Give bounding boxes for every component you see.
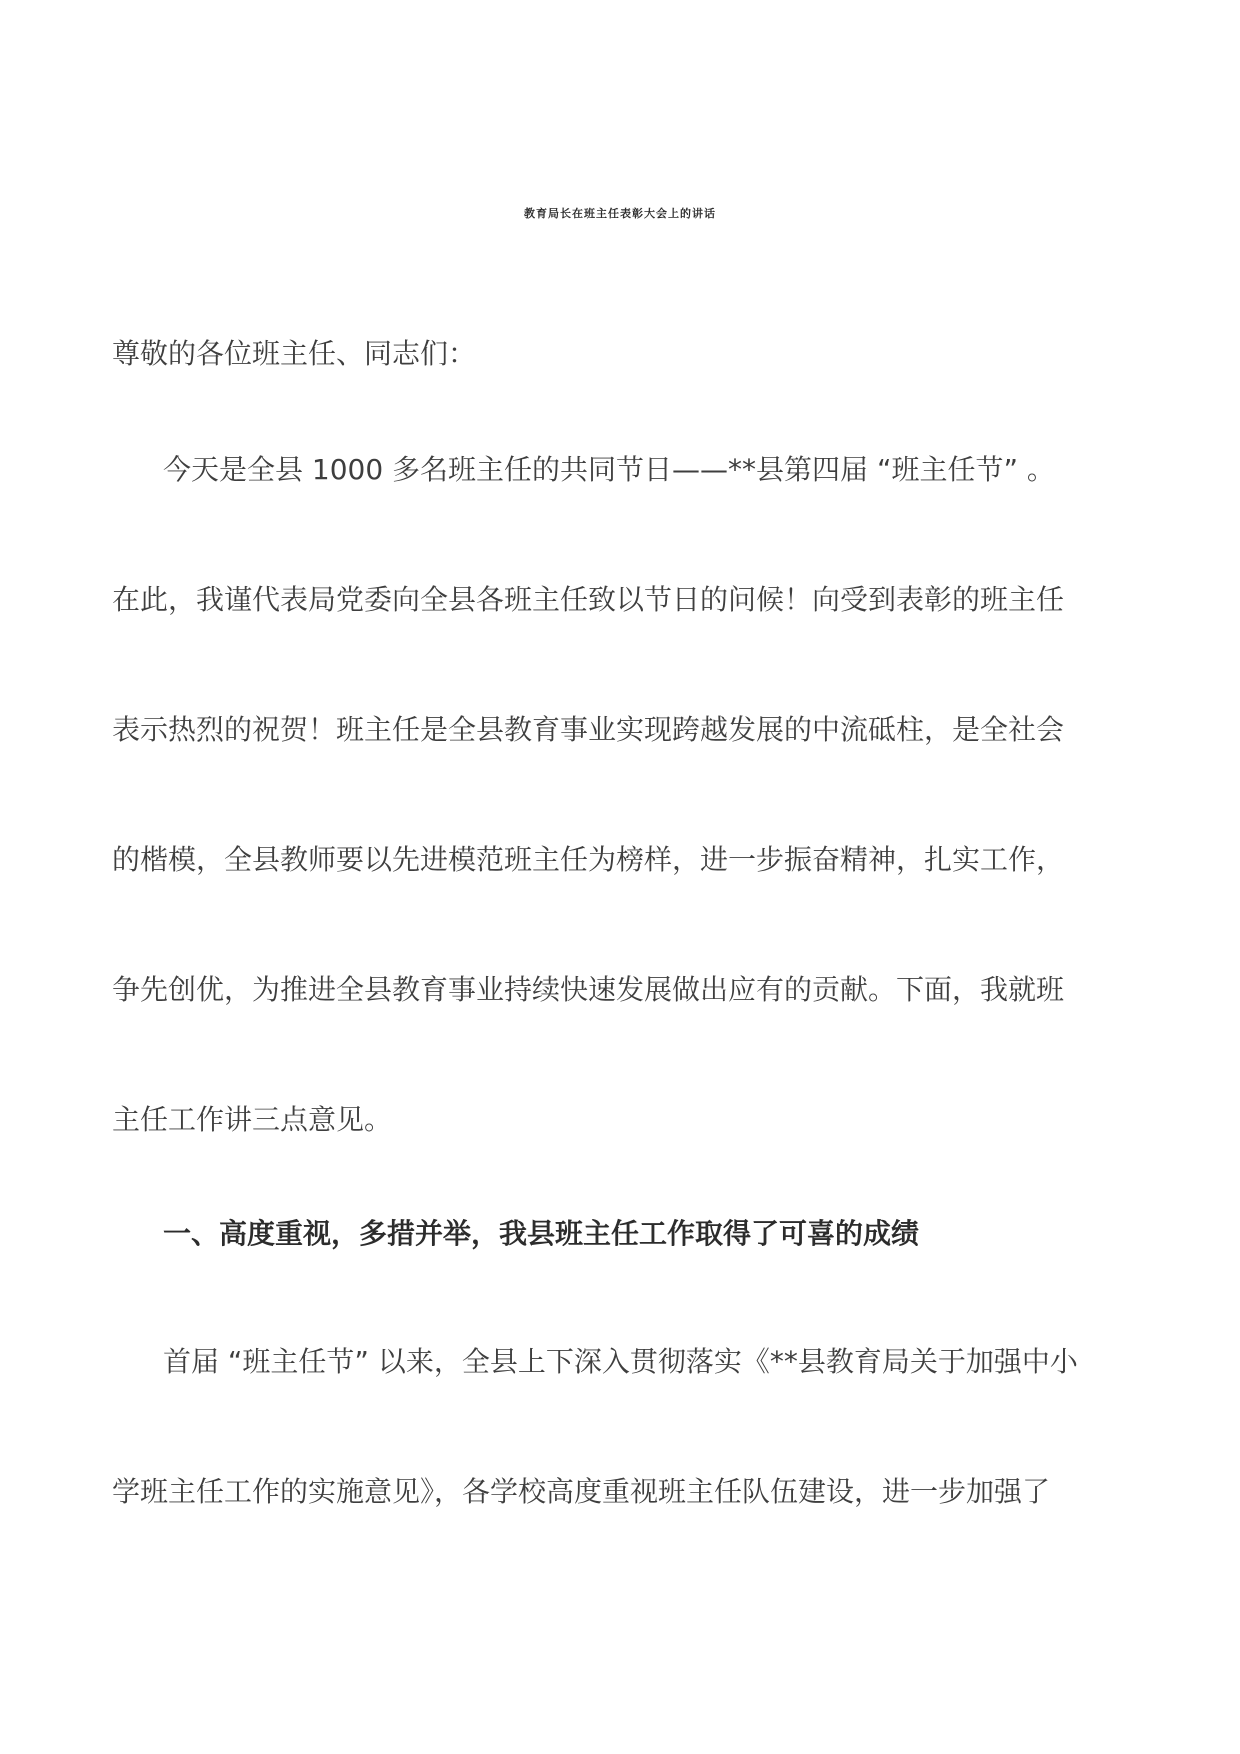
paragraph-line: 在此，我谨代表局党委向全县各班主任致以节日的问候！向受到表彰的班主任 [112,583,1065,616]
paragraph-line: 表示热烈的祝贺！班主任是全县教育事业实现跨越发展的中流砥柱，是全社会 [112,713,1065,746]
salutation: 尊敬的各位班主任、同志们： [112,337,477,370]
document-title: 教育局长在班主任表彰大会上的讲话 [524,207,716,220]
paragraph-line: 的楷模，全县教师要以先进模范班主任为榜样，进一步振奋精神，扎实工作， [112,843,1065,876]
paragraph-line: 学班主任工作的实施意见》，各学校高度重视班主任队伍建设，进一步加强了 [112,1475,1051,1508]
section-heading: 一、高度重视，多措并举，我县班主任工作取得了可喜的成绩 [163,1217,920,1250]
paragraph-line: 首届 “班主任节” 以来，全县上下深入贯彻落实《**县教育局关于加强中小 [163,1345,1078,1378]
paragraph-line: 主任工作讲三点意见。 [112,1103,393,1136]
paragraph-line: 争先创优，为推进全县教育事业持续快速发展做出应有的贡献。下面，我就班 [112,973,1065,1006]
paragraph-line: 今天是全县 1000 多名班主任的共同节日——**县第四届 “班主任节” 。 [163,453,1055,486]
